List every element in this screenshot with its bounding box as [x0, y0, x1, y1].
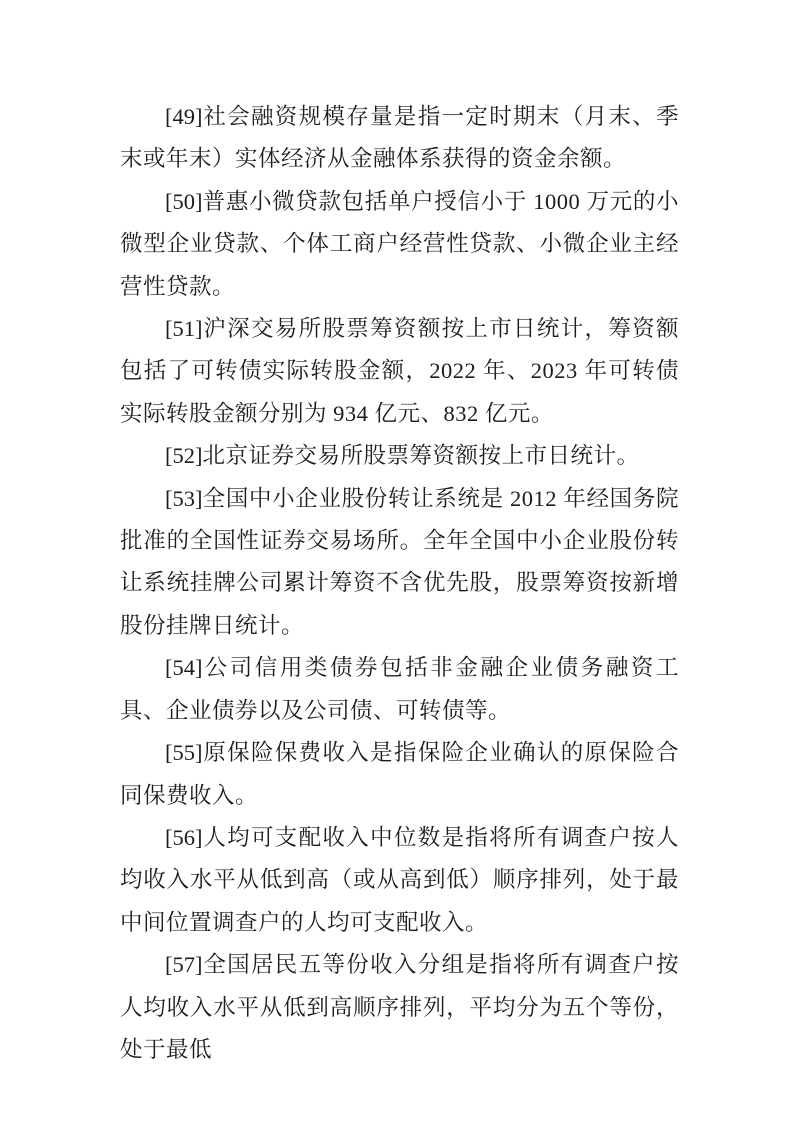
- endnote-54: [120, 647, 679, 732]
- endnote-55: [120, 732, 679, 817]
- endnote-56-marker: [56]: [165, 824, 203, 850]
- endnote-49-text: 社会融资规模存量是指一定时期末（月末、季末或年末）实体经济从金融体系获得的资金余额。: [120, 104, 679, 172]
- endnote-50-marker: [50]: [165, 188, 203, 214]
- endnote-50: [120, 181, 679, 308]
- endnote-51: [120, 308, 679, 435]
- endnote-52: [120, 435, 679, 477]
- endnote-51-text: 沪深交易所股票筹资额按上市日统计，筹资额包括了可转债实际转股金额，2022 年、2023 年可转债实际转股金额分别为 934 亿元、832 亿元。: [120, 316, 679, 426]
- endnote-50-text: 普惠小微贷款包括单户授信小于 1000 万元的小微型企业贷款、个体工商户经营性贷款、小微企业主经营性贷款。: [120, 188, 679, 299]
- endnote-56-text: 人均可支配收入中位数是指将所有调查户按人均收入水平从低到高（或从高到低）顺序排列，处于最中间位置调查户的人均可支配收入。: [120, 824, 679, 935]
- endnote-55-text: 原保险保费收入是指保险企业确认的原保险合同保费收入。: [120, 740, 679, 808]
- endnote-53: [120, 478, 679, 648]
- endnote-49-marker: [49]: [165, 104, 203, 129]
- endnote-57-text: 全国居民五等份收入分组是指将所有调查户按人均收入水平从低到高顺序排列，平均分为五个等份，处于最低: [120, 952, 679, 1062]
- endnote-55-marker: [55]: [165, 740, 203, 766]
- endnote-53-marker: [53]: [165, 485, 203, 511]
- endnote-54-text: 公司信用类债券包括非金融企业债务融资工具、企业债券以及公司债、可转债等。: [120, 655, 679, 723]
- endnote-52-marker: [52]: [165, 443, 203, 469]
- endnote-51-marker: [51]: [165, 316, 203, 342]
- endnote-54-marker: [54]: [165, 655, 203, 681]
- endnote-57-marker: [57]: [165, 952, 203, 978]
- endnote-57: [120, 944, 679, 1071]
- endnote-52-text: 北京证券交易所股票筹资额按上市日统计。: [202, 443, 640, 469]
- endnote-56: [120, 817, 679, 944]
- endnote-49: [120, 96, 679, 181]
- endnote-53-text: 全国中小企业股份转让系统是 2012 年经国务院批准的全国性证券交易场所。全年全国中小企业股份转让系统挂牌公司累计筹资不含优先股，股票筹资按新增股份挂牌日统计。: [120, 485, 679, 638]
